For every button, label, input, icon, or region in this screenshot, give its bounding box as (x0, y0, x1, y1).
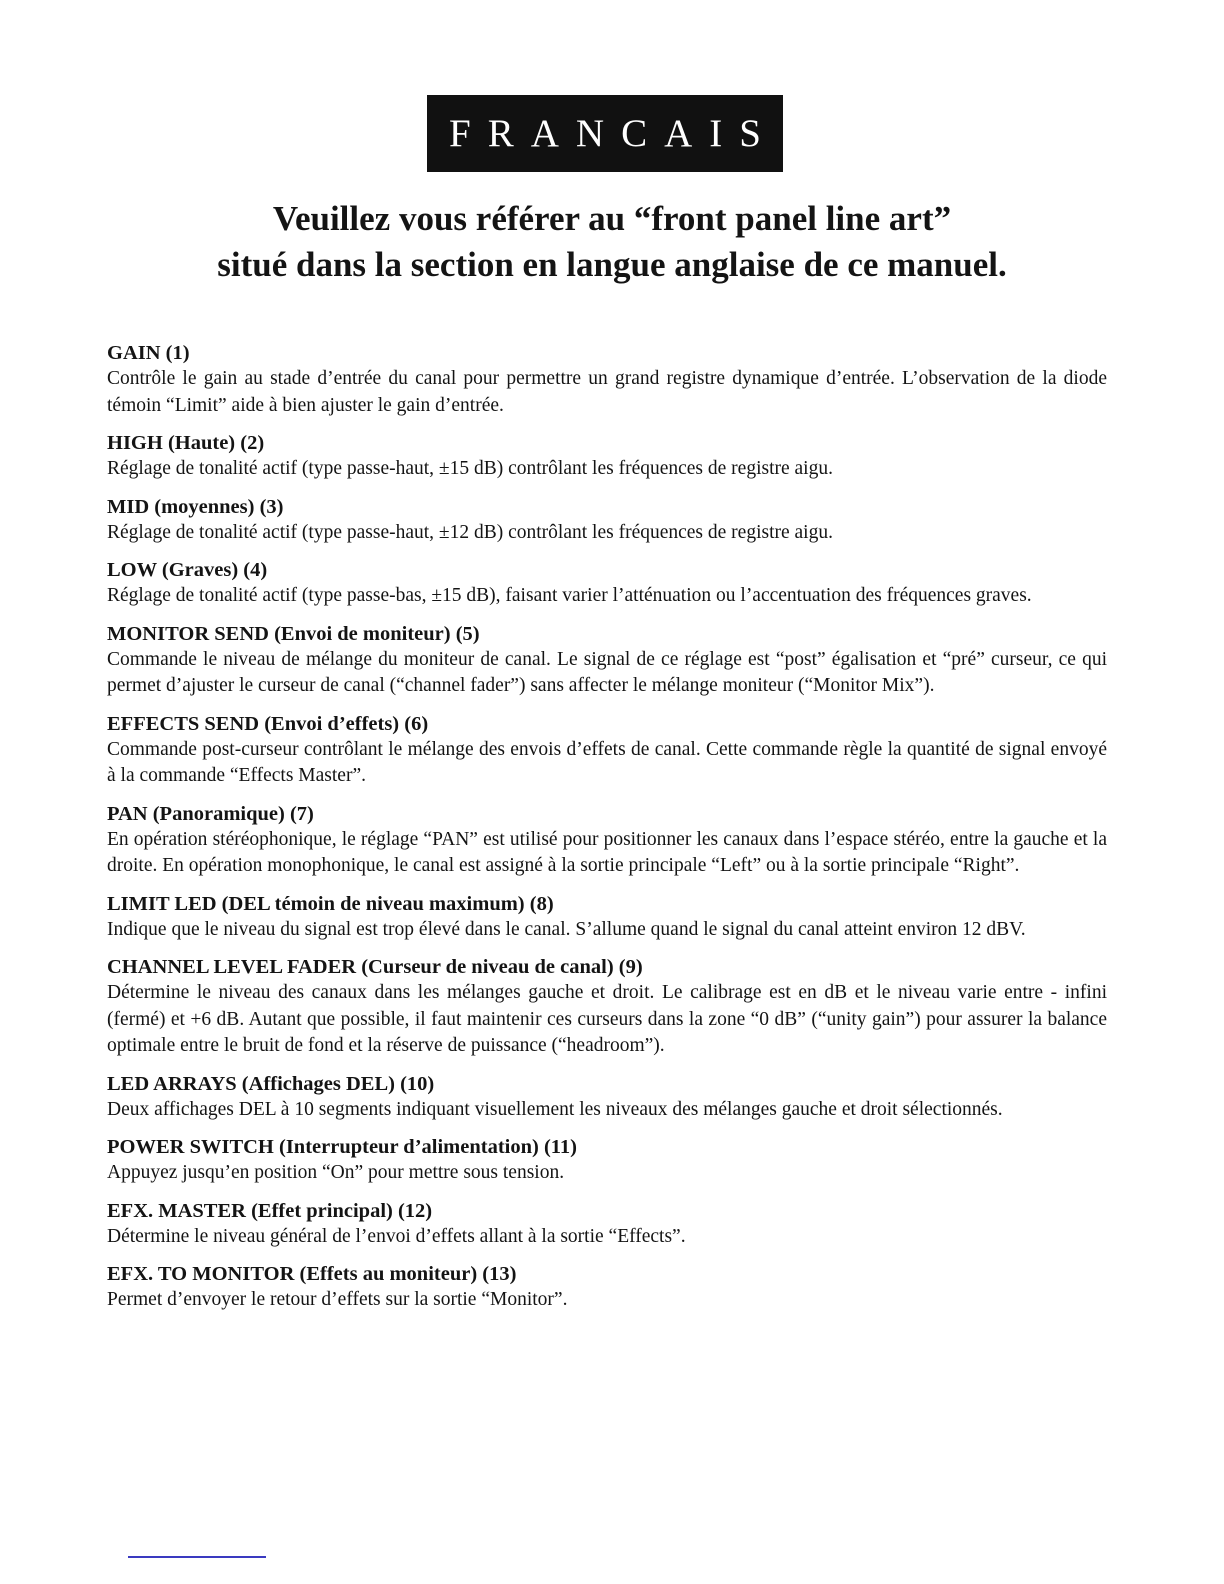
section-title: EFFECTS SEND (Envoi d’effets) (6) (107, 712, 429, 735)
section-monitor-send (107, 621, 1107, 700)
section-title: PAN (Panoramique) (7) (107, 802, 314, 825)
section-limit-led (107, 891, 1107, 944)
section-body: Contrôle le gain au stade d’entrée du canal pour permettre un grand registre dynamique d’entrée. L’observation de la diode témoin “Limit” aide à bien ajuster le gain d’entrée. (107, 368, 1107, 416)
section-title: POWER SWITCH (Interrupteur d’alimentation) (11) (107, 1136, 577, 1158)
control-descriptions (107, 340, 1107, 1325)
page-heading (0, 196, 1224, 288)
section-title: CHANNEL LEVEL FADER (Curseur de niveau de canal) (9) (107, 956, 643, 978)
section-pan (107, 801, 1107, 880)
section-body: Appuyez jusqu’en position “On” pour mettre sous tension. (107, 1162, 565, 1183)
section-body: Indique que le niveau du signal est trop élevé dans le canal. S’allume quand le signal du canal atteint environ 12 dBV. (107, 918, 1026, 940)
section-body: Commande le niveau de mélange du moniteur de canal. Le signal de ce réglage est “post” égalisation et “pré” curseur, ce qui permet d’ajuster le curseur de canal (“channel fader”) sans affecter le mélange moniteur (“Monitor Mix”). (107, 648, 1107, 696)
section-body: Deux affichages DEL à 10 segments indiquant visuellement les niveaux des mélanges gauche et droit sélectionnés. (107, 1098, 1003, 1120)
section-title: HIGH (Haute) (2) (107, 432, 265, 454)
section-body: Commande post-curseur contrôlant le mélange des envois d’effets de canal. Cette commande règle la quantité de signal envoyé à la commande “Effects Master”. (107, 738, 1107, 786)
section-low (107, 557, 1107, 610)
section-body: Réglage de tonalité actif (type passe-haut, ±15 dB) contrôlant les fréquences de registre aigu. (107, 458, 833, 479)
section-mid (107, 494, 1107, 547)
section-body: Détermine le niveau des canaux dans les mélanges gauche et droit. Le calibrage est en dB et le niveau varie entre - infini (fermé) et +6 dB. Autant que possible, il faut maintenir ces curseurs dans la zone “0 dB” (“unity gain”) pour assurer la balance optimale entre le bruit de fond et la réserve de puissance (“headroom”). (107, 982, 1107, 1056)
section-title: LED ARRAYS (Affichages DEL) (10) (107, 1072, 435, 1095)
section-led-arrays (107, 1071, 1107, 1124)
section-efx-master (107, 1198, 1107, 1251)
section-efx-to-monitor (107, 1261, 1107, 1314)
section-high (107, 430, 1107, 483)
section-title: MID (moyennes) (3) (107, 495, 284, 518)
section-title: LOW (Graves) (4) (107, 559, 268, 581)
section-body: Détermine le niveau général de l’envoi d’effets allant à la sortie “Effects”. (107, 1225, 686, 1247)
section-body: Permet d’envoyer le retour d’effets sur la sortie “Monitor”. (107, 1289, 568, 1310)
section-effects-send (107, 711, 1107, 790)
section-gain (107, 340, 1107, 419)
section-body: Réglage de tonalité actif (type passe-haut, ±12 dB) contrôlant les fréquences de registre aigu. (107, 521, 833, 543)
footer-divider (128, 1556, 266, 1558)
language-banner (427, 95, 783, 172)
language-banner-label: FRANCAIS (449, 112, 778, 155)
section-title: LIMIT LED (DEL témoin de niveau maximum) (8) (107, 892, 554, 915)
section-title: MONITOR SEND (Envoi de moniteur) (5) (107, 622, 480, 645)
section-title: EFX. MASTER (Effet principal) (12) (107, 1199, 433, 1222)
page-heading-line-2: situé dans la section en langue anglaise de ce manuel. (217, 245, 1007, 284)
section-title: EFX. TO MONITOR (Effets au moniteur) (13) (107, 1263, 517, 1285)
page-heading-line-1: Veuillez vous référer au “front panel line art” (272, 199, 952, 238)
section-power-switch (107, 1134, 1107, 1187)
section-body: En opération stéréophonique, le réglage “PAN” est utilisé pour positionner les canaux dans l’espace stéréo, entre la gauche et la droite. En opération monophonique, le canal est assigné à la sortie principale “Left” ou à la sortie principale “Right”. (107, 828, 1107, 876)
section-body: Réglage de tonalité actif (type passe-bas, ±15 dB), faisant varier l’atténuation ou l’accentuation des fréquences graves. (107, 585, 1032, 606)
section-channel-level-fader (107, 954, 1107, 1060)
section-title: GAIN (1) (107, 342, 190, 364)
